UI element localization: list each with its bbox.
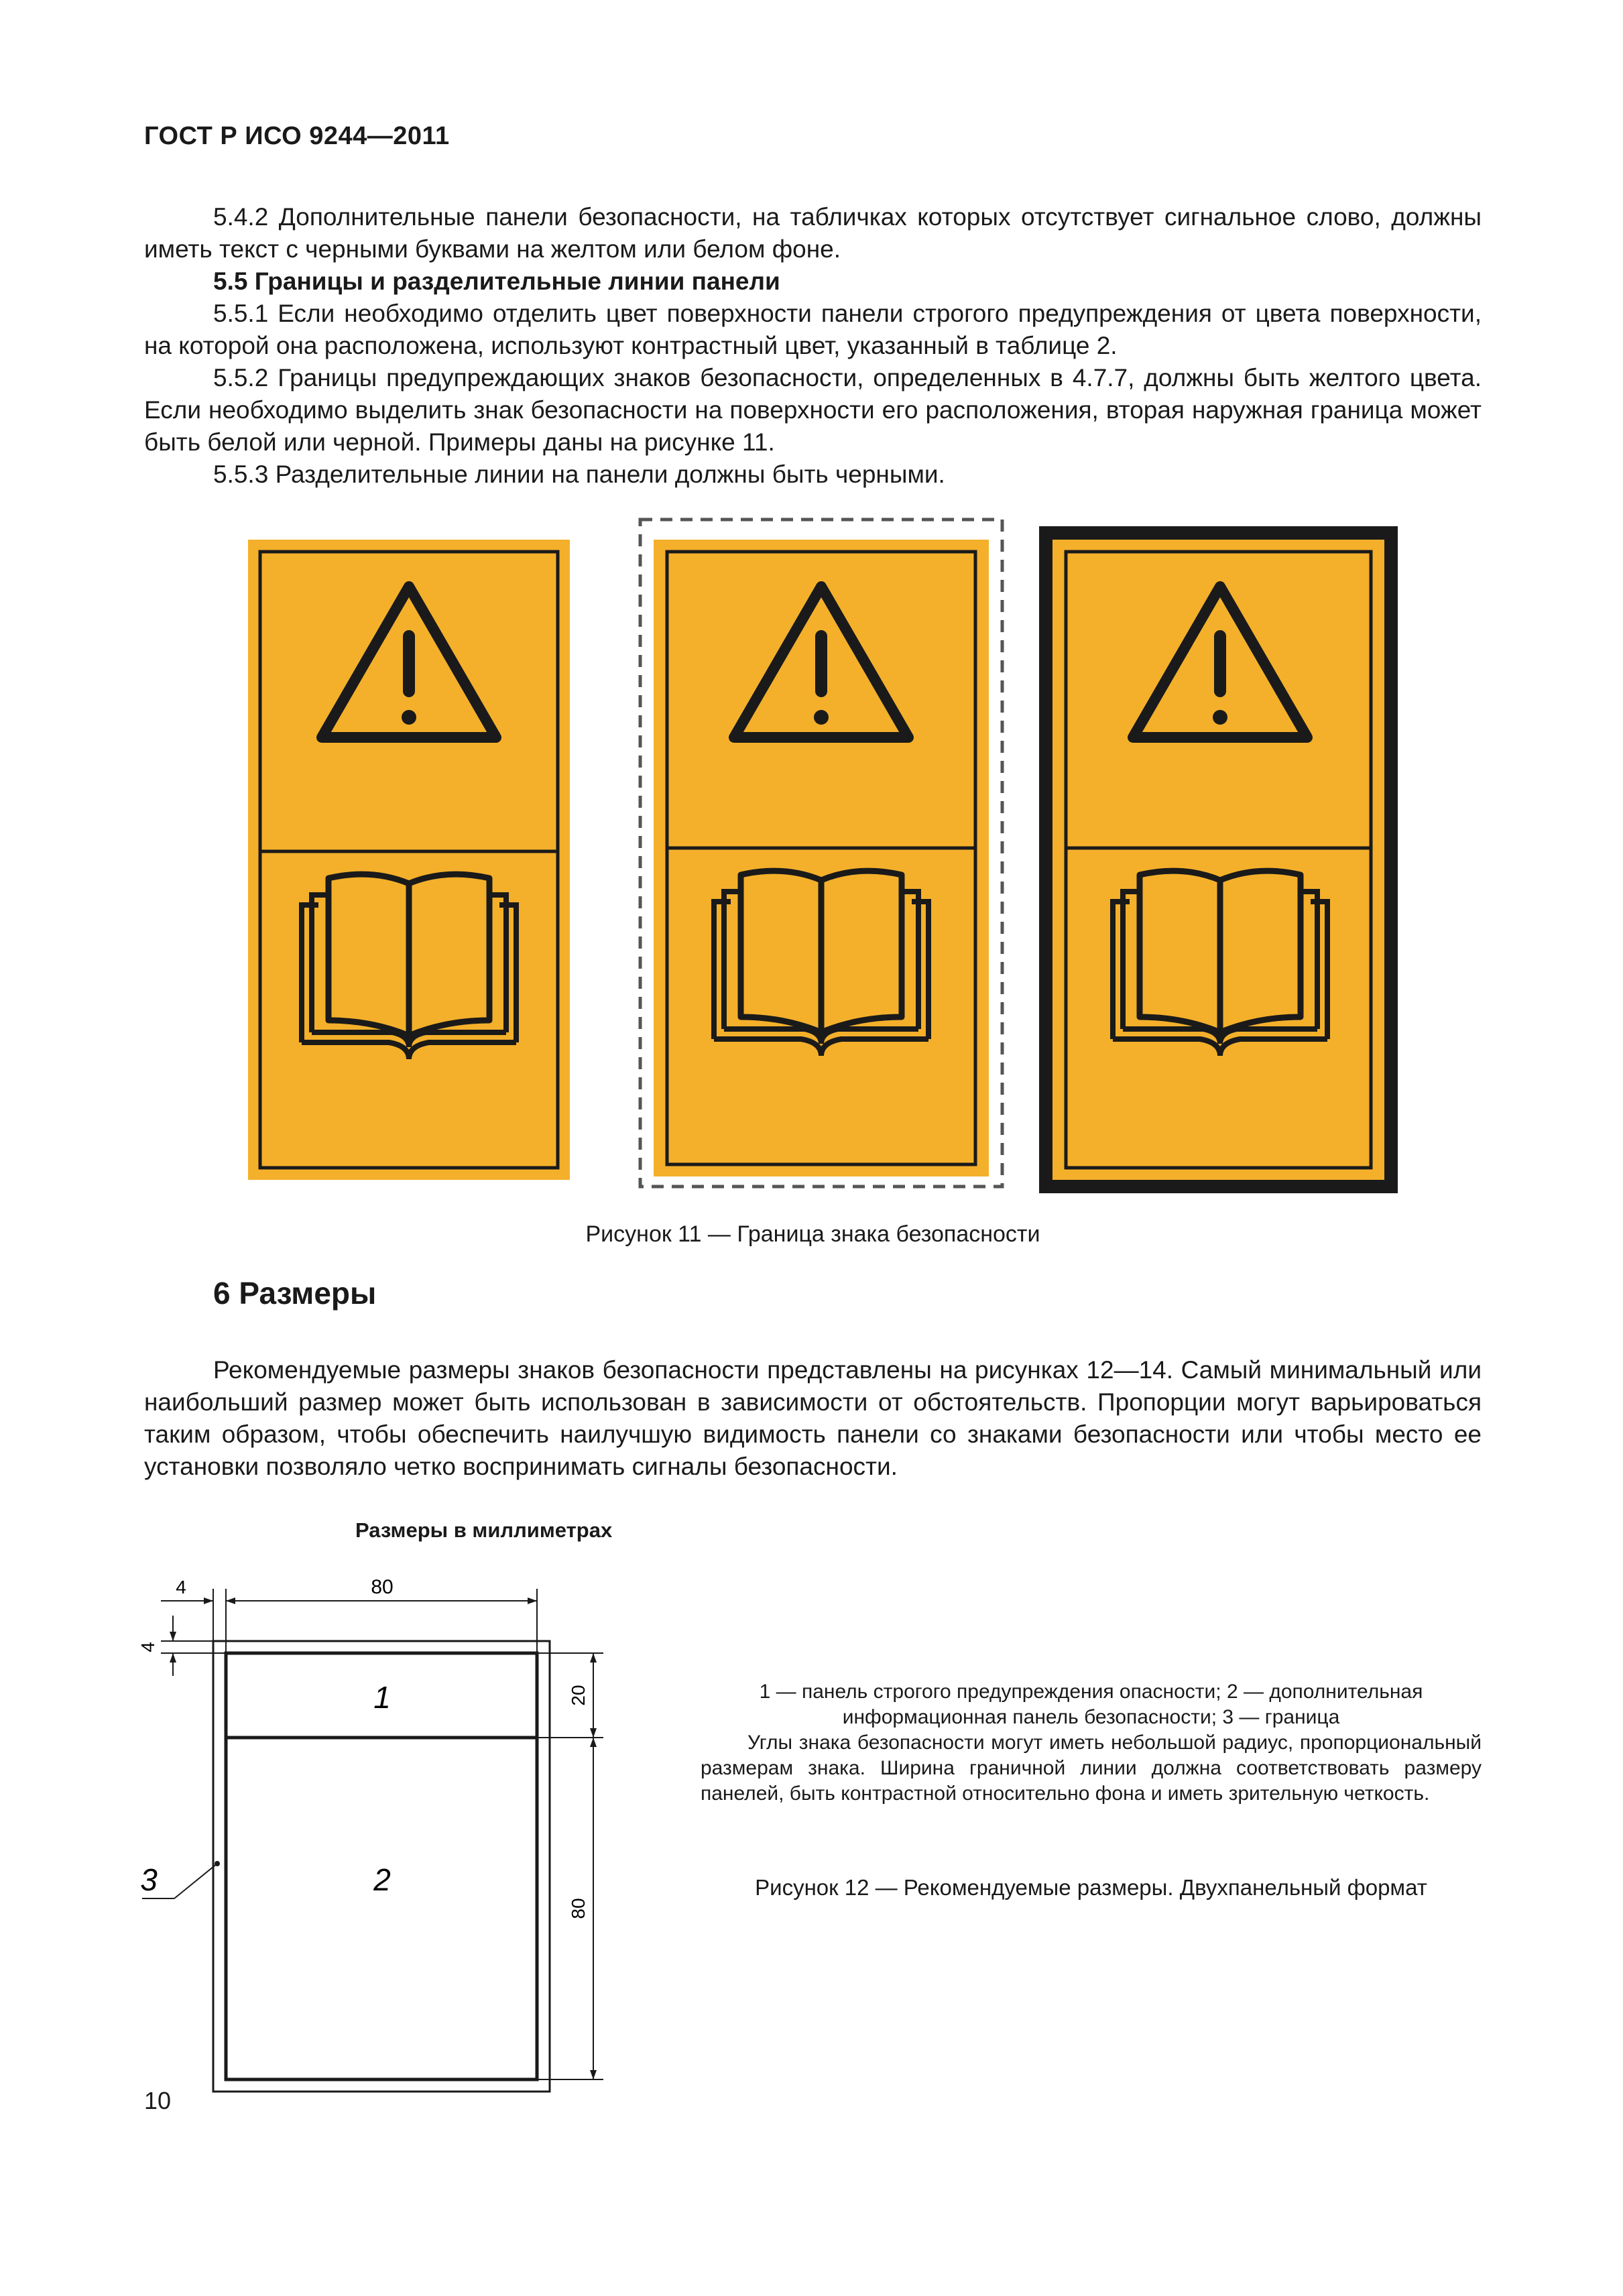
dim-top-offset: 4 bbox=[137, 1642, 158, 1652]
paragraph-5-4-2: 5.4.2 Дополнительные панели безопасности, на табличках которых отсутствует сигнальное слово, должны иметь текст с черными буквами на желтом или белом фоне. bbox=[144, 203, 1482, 263]
paragraph-5-5-1: 5.5.1 Если необходимо отделить цвет поверхности панели строгого предупреждения от цвета поверхности, на которой она расположена, используют контрастный цвет, указанный в таблице 2. bbox=[144, 300, 1482, 359]
figure-12-caption: Рисунок 12 — Рекомендуемые размеры. Двухпанельный формат bbox=[755, 1875, 1427, 1900]
label-border-3: 3 bbox=[140, 1862, 158, 1897]
legend-line: 1 — панель строгого предупреждения опасности; 2 — дополнительная информационная панель безопасности; 3 — граница bbox=[759, 1681, 1423, 1728]
dim-panel1-height: 20 bbox=[568, 1685, 589, 1706]
units-note: Размеры в миллиметрах bbox=[355, 1518, 613, 1542]
figure-11-signs bbox=[248, 509, 1401, 1193]
page-number: 10 bbox=[144, 2087, 172, 2114]
label-panel-1: 1 bbox=[373, 1680, 391, 1715]
heading-5-5: 5.5 Границы и разделительные линии панели bbox=[213, 267, 780, 295]
dim-border-width: 4 bbox=[176, 1577, 186, 1597]
sign-white-outer-border bbox=[640, 520, 1002, 1187]
section-5-text bbox=[144, 201, 1482, 491]
paragraph-5-5-2: 5.5.2 Границы предупреждающих знаков безопасности, определенных в 4.7.7, должны быть желтого цвета. Если необходимо выделить знак безопасности на поверхности его расположения, вторая наружная граница может быть белой или черной. Примеры даны на рисунке 11. bbox=[144, 364, 1482, 456]
sign-black-outer-border bbox=[1039, 526, 1398, 1193]
legend-text: Углы знака безопасности могут иметь небольшой радиус, пропорциональный размерам знака. Ширина граничной линии должна соответствовать размеру панелей, быть контрастной относительно фона и иметь зрительную четкость. bbox=[701, 1732, 1482, 1805]
figure-11-caption: Рисунок 11 — Граница знака безопасности bbox=[585, 1221, 1040, 1247]
section-6-text bbox=[144, 1354, 1482, 1483]
sign-no-outer-border bbox=[248, 540, 570, 1180]
figure-12-diagram bbox=[134, 1562, 637, 2098]
dim-panel-width: 80 bbox=[371, 1576, 394, 1598]
figure-12-legend bbox=[701, 1679, 1482, 1807]
paragraph-5-5-3: 5.5.3 Разделительные линии на панели должны быть черными. bbox=[213, 461, 945, 488]
section-6-title: 6 Размеры bbox=[213, 1276, 377, 1311]
section-6-paragraph: Рекомендуемые размеры знаков безопасности представлены на рисунках 12—14. Самый минимальный или наибольший размер может быть использован в зависимости от обстоятельств. Пропорции могут варьироваться таким образом, чтобы обеспечить наилучшую видимость панели со знаками безопасности или чтобы место ее установки позволяло четко воспринимать сигналы безопасности. bbox=[144, 1356, 1482, 1480]
label-panel-2: 2 bbox=[373, 1862, 391, 1897]
dim-panel2-height: 80 bbox=[568, 1898, 589, 1919]
document-header: ГОСТ Р ИСО 9244—2011 bbox=[144, 122, 450, 150]
